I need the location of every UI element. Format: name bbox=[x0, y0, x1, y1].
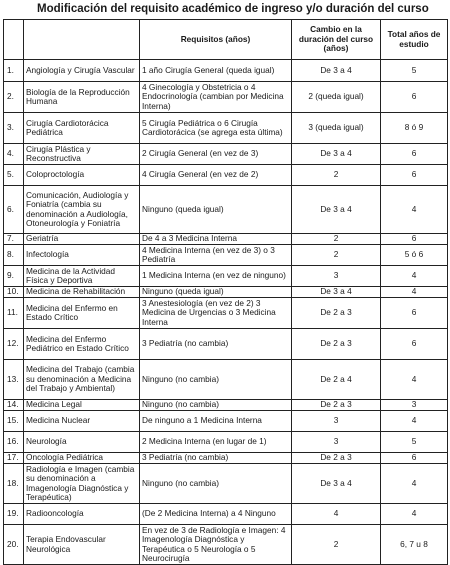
row-number: 10. bbox=[4, 287, 24, 298]
table-row bbox=[4, 113, 448, 144]
document-title: Modificación del requisito académico de ingreso y/o duración del curso bbox=[37, 3, 429, 15]
specialty-cell: Oncología Pediátrica bbox=[24, 453, 140, 464]
total-years-cell: 4 bbox=[381, 266, 448, 287]
row-number: 7. bbox=[4, 234, 24, 245]
requirements-cell: Ninguno (no cambia) bbox=[140, 360, 292, 400]
duration-change-cell: De 2 a 3 bbox=[292, 400, 381, 411]
table-row bbox=[4, 266, 448, 287]
total-years-cell: 5 ó 6 bbox=[381, 245, 448, 266]
requirements-cell: De 4 a 3 Medicina Interna bbox=[140, 234, 292, 245]
row-number: 9. bbox=[4, 266, 24, 287]
total-years-cell: 6 bbox=[381, 144, 448, 165]
row-number: 13. bbox=[4, 360, 24, 400]
row-number: 8. bbox=[4, 245, 24, 266]
total-years-cell: 4 bbox=[381, 360, 448, 400]
specialty-cell: Biología de la Reproducción Humana bbox=[24, 82, 140, 113]
requirements-cell: 1 Medicina Interna (en vez de ninguno) bbox=[140, 266, 292, 287]
specialty-cell: Radiología e Imagen (cambia su denominación a Imagenología Diagnóstica y Terapéutica) bbox=[24, 464, 140, 504]
duration-change-cell: 3 bbox=[292, 432, 381, 453]
total-years-cell: 6 bbox=[381, 82, 448, 113]
header-requirements: Requisitos (años) bbox=[140, 20, 292, 60]
total-years-cell: 4 bbox=[381, 186, 448, 234]
requirements-cell: 1 año Cirugía General (queda igual) bbox=[140, 60, 292, 82]
requirements-cell: 2 Medicina Interna (en lugar de 1) bbox=[140, 432, 292, 453]
specialty-cell: Medicina del Enfermo en Estado Crítico bbox=[24, 298, 140, 329]
row-number: 6. bbox=[4, 186, 24, 234]
table-row bbox=[4, 360, 448, 400]
row-number: 19. bbox=[4, 504, 24, 525]
table-row bbox=[4, 504, 448, 525]
total-years-cell: 6 bbox=[381, 234, 448, 245]
table-header-row bbox=[4, 20, 448, 60]
duration-change-cell: 4 bbox=[292, 504, 381, 525]
total-years-cell: 3 bbox=[381, 400, 448, 411]
specialty-cell: Cirugía Plástica y Reconstructiva bbox=[24, 144, 140, 165]
duration-change-cell: 2 bbox=[292, 525, 381, 565]
requirements-cell: 4 Ginecología y Obstetricia o 4 Endocrinología (cambian por Medicina Interna) bbox=[140, 82, 292, 113]
specialty-cell: Terapia Endovascular Neurológica bbox=[24, 525, 140, 565]
row-number: 11. bbox=[4, 298, 24, 329]
specialty-cell: Medicina del Enfermo Pediátrico en Estado Crítico bbox=[24, 329, 140, 360]
duration-change-cell: De 2 a 3 bbox=[292, 453, 381, 464]
row-number: 17. bbox=[4, 453, 24, 464]
requirements-cell: 3 Anestesiología (en vez de 2) 3 Medicina de Urgencias o 3 Medicina Interna bbox=[140, 298, 292, 329]
total-years-cell: 4 bbox=[381, 464, 448, 504]
table-row bbox=[4, 186, 448, 234]
table-row bbox=[4, 60, 448, 82]
total-years-cell: 4 bbox=[381, 411, 448, 432]
duration-change-cell: 3 bbox=[292, 411, 381, 432]
table-body bbox=[4, 60, 448, 565]
row-number: 2. bbox=[4, 82, 24, 113]
specialty-cell: Comunicación, Audiología y Foniatría (cambia su denominación a Audiología, Otoneurología y Foniatría bbox=[24, 186, 140, 234]
duration-change-cell: De 2 a 3 bbox=[292, 298, 381, 329]
total-years-cell: 6 bbox=[381, 298, 448, 329]
requirements-cell: 3 Pediatría (no cambia) bbox=[140, 453, 292, 464]
duration-change-cell: 2 bbox=[292, 245, 381, 266]
duration-change-cell: De 3 a 4 bbox=[292, 186, 381, 234]
duration-change-cell: De 2 a 4 bbox=[292, 360, 381, 400]
row-number: 5. bbox=[4, 165, 24, 186]
row-number: 15. bbox=[4, 411, 24, 432]
table-row bbox=[4, 411, 448, 432]
table-row bbox=[4, 165, 448, 186]
specialty-cell: Radiooncología bbox=[24, 504, 140, 525]
specialty-cell: Infectología bbox=[24, 245, 140, 266]
row-number: 14. bbox=[4, 400, 24, 411]
table-row bbox=[4, 234, 448, 245]
duration-change-cell: 2 (queda igual) bbox=[292, 82, 381, 113]
row-number: 16. bbox=[4, 432, 24, 453]
table-row bbox=[4, 464, 448, 504]
specialty-cell: Neurología bbox=[24, 432, 140, 453]
table-row bbox=[4, 432, 448, 453]
requirements-cell: Ninguno (no cambia) bbox=[140, 464, 292, 504]
specialty-cell: Cirugía Cardiotorácica Pediátrica bbox=[24, 113, 140, 144]
specialty-cell: Coloproctología bbox=[24, 165, 140, 186]
requirements-cell: Ninguno (queda igual) bbox=[140, 186, 292, 234]
table-row bbox=[4, 329, 448, 360]
table-row bbox=[4, 144, 448, 165]
header-total-years: Total años de estudio bbox=[381, 20, 448, 60]
requirements-cell: De ninguno a 1 Medicina Interna bbox=[140, 411, 292, 432]
duration-change-cell: De 2 a 3 bbox=[292, 329, 381, 360]
specialty-cell: Medicina del Trabajo (cambia su denominación a Medicina del Trabajo y Ambiental) bbox=[24, 360, 140, 400]
row-number: 18. bbox=[4, 464, 24, 504]
duration-change-cell: 3 (queda igual) bbox=[292, 113, 381, 144]
table-row bbox=[4, 245, 448, 266]
specialty-cell: Geriatría bbox=[24, 234, 140, 245]
total-years-cell: 8 ó 9 bbox=[381, 113, 448, 144]
requirements-cell: 5 Cirugía Pediátrica o 6 Cirugía Cardiotorácica (se agrega esta última) bbox=[140, 113, 292, 144]
specialty-cell: Medicina Nuclear bbox=[24, 411, 140, 432]
duration-change-cell: 2 bbox=[292, 165, 381, 186]
header-specialty bbox=[24, 20, 140, 60]
requirements-cell: Ninguno (no cambia) bbox=[140, 400, 292, 411]
requirements-cell: Ninguno (queda igual) bbox=[140, 287, 292, 298]
duration-change-cell: De 3 a 4 bbox=[292, 144, 381, 165]
total-years-cell: 5 bbox=[381, 60, 448, 82]
total-years-cell: 6 bbox=[381, 453, 448, 464]
table-row bbox=[4, 453, 448, 464]
duration-change-cell: 2 bbox=[292, 234, 381, 245]
table-row bbox=[4, 525, 448, 565]
table-row bbox=[4, 287, 448, 298]
header-number bbox=[4, 20, 24, 60]
total-years-cell: 6 bbox=[381, 329, 448, 360]
duration-change-cell: 3 bbox=[292, 266, 381, 287]
duration-change-cell: De 3 a 4 bbox=[292, 287, 381, 298]
row-number: 3. bbox=[4, 113, 24, 144]
total-years-cell: 4 bbox=[381, 287, 448, 298]
total-years-cell: 6 bbox=[381, 165, 448, 186]
header-duration-change: Cambio en la duración del curso (años) bbox=[292, 20, 381, 60]
row-number: 4. bbox=[4, 144, 24, 165]
specialty-cell: Medicina de la Actividad Física y Deportiva bbox=[24, 266, 140, 287]
requirements-cell: 2 Cirugía General (en vez de 3) bbox=[140, 144, 292, 165]
row-number: 1. bbox=[4, 60, 24, 82]
requirements-cell: (De 2 Medicina Interna) a 4 Ninguno bbox=[140, 504, 292, 525]
requirements-cell: 4 Cirugía General (en vez de 2) bbox=[140, 165, 292, 186]
specialty-cell: Angiología y Cirugía Vascular bbox=[24, 60, 140, 82]
duration-change-cell: De 3 a 4 bbox=[292, 464, 381, 504]
row-number: 12. bbox=[4, 329, 24, 360]
row-number: 20. bbox=[4, 525, 24, 565]
requirements-table bbox=[3, 19, 448, 565]
total-years-cell: 4 bbox=[381, 504, 448, 525]
table-row bbox=[4, 400, 448, 411]
duration-change-cell: De 3 a 4 bbox=[292, 60, 381, 82]
table-row bbox=[4, 298, 448, 329]
requirements-cell: 3 Pediatría (no cambia) bbox=[140, 329, 292, 360]
total-years-cell: 5 bbox=[381, 432, 448, 453]
specialty-cell: Medicina Legal bbox=[24, 400, 140, 411]
specialty-cell: Medicina de Rehabilitación bbox=[24, 287, 140, 298]
requirements-cell: En vez de 3 de Radiología e Imagen: 4 Imagenología Diagnóstica y Terapéutica o 5 Neurología o 5 Neurocirugía bbox=[140, 525, 292, 565]
total-years-cell: 6, 7 u 8 bbox=[381, 525, 448, 565]
requirements-cell: 4 Medicina Interna (en vez de 3) o 3 Pediatría bbox=[140, 245, 292, 266]
table-row bbox=[4, 82, 448, 113]
